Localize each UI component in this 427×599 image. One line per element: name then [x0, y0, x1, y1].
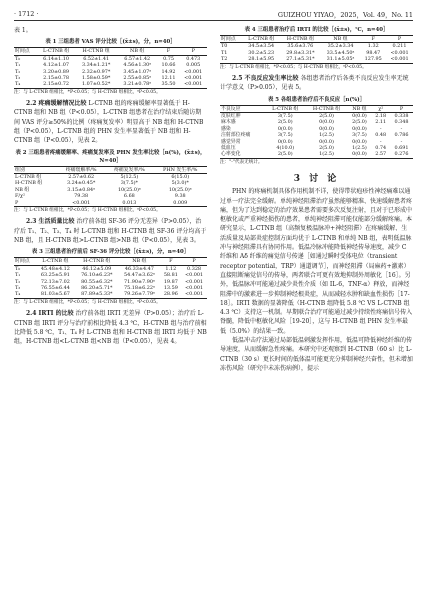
table-cell: 80.55±6.32*: [81, 278, 113, 285]
table-cell: 1(2.5): [319, 132, 334, 139]
table-cell: 35.6±3.76: [287, 43, 314, 50]
table-cell: 58.81: [163, 272, 178, 279]
table-cell: 感染: [221, 125, 231, 132]
table-cell: 2(5.0): [319, 145, 334, 152]
table-cell: 6.57±1.42: [124, 55, 151, 62]
table-cell: 6(15.0): [171, 174, 190, 181]
table-cell: F/χ²: [15, 193, 25, 200]
table-cell: <0.001: [184, 74, 203, 81]
table-cell: 1.58±0.59*: [81, 74, 111, 81]
discussion-paragraph-1: PHN 的疼痛机制具体作用机制不详，使得带状疱疹性神经痛难以通过单一疗法完全缓解。单纯神经阻滞治疗虽然能够精准、快速缓解患者疼痛，但为了达到稳定的治疗效果患者需要多次反复注射，且对于已形成中枢敏化或严重神经损伤的患者，单纯神经阻滞可能仅能部分缓解疼痛。本研究显示，L-CTNB 组（高频复极温脉冲+神经阻滞）在疼痛缓解、生活质量及局部炎症控制方面均优于 L-CTNB 和单纯 NB 组，表明低温脉冲与神经阻滞具有协同作用。低温冷脉冲能降低神经传导速度，减少 C 纤维和 Aδ 纤维的痛觉信号传递［如通过瞬时受体电位（transient receptor potential，TRP）通道调节］，而神经阻滞（局麻药+激素）直接阻断痛觉信号的传导，两者联合可更有效地抑制外周敏化［16］。另外，低温脉冲可能通过减少炎性介质（如 IL-6，TNF-α）释放，而神经阻滞中的激素进一步抑制神经根炎症，从而减轻水肿和缺血性损伤［17-18］。IRTI 数据的显著降低（H-CTNB 组降低 5.8 ℃ VS L-CTNB 组 4.3 ℃）支持这一机制。早期联合治疗可能通过减少持续性疼痛信号传入脊髓，降低中枢敏化风险［19-20］，这与 H-CTNB 组 PHN 发生率最低（5.0%）的结果一致。: [220, 188, 413, 335]
table-cell: 19.87: [163, 278, 178, 285]
right-column: [220, 26, 413, 373]
table-cell: 3(7.5): [277, 132, 293, 139]
column-header: H-CTNB 组: [83, 258, 111, 265]
table-cell: 0(0.0): [277, 125, 293, 132]
table-cell: 3.21±0.78ᵃ: [123, 81, 152, 88]
table-cell: 6.52±1.41: [83, 55, 110, 62]
table-cell: 3.45±1.07ᵃ: [123, 68, 152, 75]
table-cell: 71.90±7.90ᵃ: [123, 278, 155, 285]
table-cell: 0.348: [394, 119, 409, 126]
table-cell: 2.11: [375, 119, 387, 126]
section-2-3-text: 治疗前各组 SF-36 评分无差异（P>0.05），治疗后 T₁、T₂、T₃、T₄ 时 L-CTNB 组和 H-CTNB 组 SF-36 评分均高于 NB 组，且 H-CTNB 组>L-CTNB 组>NB 组（P<0.05），见表 3。: [14, 218, 207, 245]
column-header: PHN 发生率/%: [163, 166, 198, 173]
table-cell: 0(0.0): [352, 151, 367, 158]
table-row: [220, 56, 413, 63]
table1: [14, 47, 207, 88]
table-cell: 12.11: [161, 74, 176, 81]
column-header: P: [399, 105, 404, 112]
table-cell: 30.2±5.23: [248, 49, 275, 56]
table-cell: 28.1±5.95: [248, 56, 275, 63]
table-cell: <0.001: [184, 81, 203, 88]
table-cell: T₀: [15, 55, 21, 62]
table-cell: 98.47: [366, 49, 381, 56]
table-row: [220, 43, 413, 50]
section-2-5: [220, 74, 413, 93]
table-cell: 29.8±3.31*: [286, 49, 315, 56]
table-cell: T₁: [15, 272, 21, 279]
table5-note: 注："-"代表无统计。: [220, 159, 263, 165]
table-cell: 2(5.0): [277, 119, 293, 126]
running-header: [14, 10, 413, 21]
table-cell: T2: [221, 56, 228, 63]
table-row: [14, 81, 207, 88]
column-header: L-CTNB 组: [272, 105, 299, 112]
table-cell: 46.12±5.09: [82, 265, 112, 272]
table-cell: 2.18: [375, 113, 387, 120]
section-2-2-title: 2.2 疼痛缓解情况比较: [26, 100, 87, 108]
table-cell: 0(0.0): [352, 113, 367, 120]
table4-note: 注：与 L-CTNB 组相比，*P<0.05；与 H-CTNB 组相比，ᵃP<0.05。: [220, 64, 367, 70]
table-cell: 4.56±1.30ᵃ: [123, 62, 152, 69]
table-cell: 72.13±7.02: [40, 278, 70, 285]
table-cell: 45.48±4.12: [40, 265, 70, 272]
table-cell: 2.57±0.62: [68, 174, 95, 181]
table-cell: <0.001: [185, 291, 204, 298]
section-2-3-title: 2.3 生活质量比较: [26, 218, 75, 226]
table-cell: 6.14±1.10: [43, 55, 70, 62]
table-header-row: [220, 36, 413, 43]
section-2-4-text: 治疗前各组 IRTI 无差异（P>0.05）；治疗后 L-CTNB 组 IRTI 评分与治疗前相比降低 4.3 ℃，H-CTNB 组与治疗前相比降低 5.8 ℃，T₁、T₄ 时 L-CTNB 组和 H-CTNB 组 IRTI 均低于 NB 组，H-CTNB 组<L-CTNB 组<NB 组（P<0.05），见表 4。: [14, 310, 207, 346]
table-cell: 0.75: [163, 55, 174, 62]
column-header: 疼痛复发率/%: [113, 166, 145, 173]
table-cell: 低血压: [221, 145, 236, 152]
table1-note: 注：与 L-CTNB 组相比，*P<0.05；与 H-CTNB 组相比，ᵃP<0.05。: [14, 89, 161, 95]
table-cell: 0.691: [394, 145, 409, 152]
table-cell: <0.001: [185, 272, 204, 279]
table-cell: 14.92: [161, 68, 176, 75]
table-cell: 33.5±4.50ᵃ: [326, 49, 355, 56]
table-cell: 3.20±0.89: [43, 68, 70, 75]
intro-line: 表 1。: [14, 27, 32, 34]
table-cell: T0: [221, 43, 228, 50]
table-cell: 3(7.5)*: [120, 180, 138, 187]
table-cell: L-CTNB 组: [15, 174, 42, 181]
table-cell: 3(7.5): [277, 113, 293, 120]
table-row: [220, 113, 413, 120]
table-header-row: [220, 105, 413, 112]
table-cell: 0.48: [375, 132, 387, 139]
table-cell: <0.001: [184, 68, 203, 75]
table-cell: 2.15±0.78: [43, 74, 70, 81]
table-header-row: [14, 166, 207, 173]
table-cell: NB 组: [15, 186, 30, 193]
section-2-3: [14, 217, 207, 245]
table-cell: <0.001: [390, 49, 409, 56]
table-cell: T₄: [15, 291, 21, 298]
table-cell: T₃: [15, 74, 21, 81]
table5-caption: 表 5 各组患者治疗后不良反应［n(%)］: [267, 96, 366, 103]
table-cell: 0(0.0): [352, 138, 367, 145]
table-cell: <0.001: [72, 199, 91, 206]
table-cell: 0(0.0): [319, 125, 334, 132]
table-cell: 2.55±0.85ᵃ: [123, 74, 152, 81]
table-cell: 心率变化: [221, 151, 241, 158]
table-cell: 0(0.0): [352, 125, 367, 132]
table4-caption: 表 4 三组患者治疗后 IRTI 的比较［(x̄±s)，℃，n=40］: [244, 27, 389, 33]
column-header: P: [191, 48, 195, 55]
table-cell: 0(0.0): [277, 138, 293, 145]
table-cell: 1.12: [165, 265, 177, 272]
table-cell: 35.2±3.34: [327, 43, 354, 50]
table-cell: 31.1±5.05ᵃ: [326, 56, 355, 63]
table-cell: T₀: [15, 265, 21, 272]
table-cell: 皮肤红肿: [221, 113, 241, 120]
table-cell: 4(10.0): [276, 145, 295, 152]
section-2-2-text: L-CTNB 组的疼痛缓解率显著低于 H-CTNB 组和 NB 组（P<0.05），L-CTNB 组患者在治疗结束后随访期间 VAS 评分≥50%的比例（疼痛复发率）明显高于 NB 组和 H-CTNB 组（P<0.05），L-CTNB 组的 PHN 发生率显著低于 NB 组和 H-CTNB 组（P<0.05），见表 2。: [14, 100, 204, 145]
table-cell: 3.15±0.84ᵃ: [67, 186, 96, 193]
column-header: 组别: [15, 166, 25, 173]
column-header: NB 组: [333, 36, 348, 42]
table-cell: 注射部位疼痛: [221, 132, 251, 139]
table-cell: <0.001: [185, 284, 204, 291]
column-header: 不良反应: [221, 105, 241, 112]
table-cell: 35.50: [161, 81, 176, 88]
column-header: NB 组: [132, 258, 147, 265]
table-cell: -: [400, 125, 403, 132]
table-cell: T₂: [15, 68, 21, 75]
column-header: 时间点: [221, 36, 236, 42]
table-header-row: [14, 258, 207, 265]
table-cell: 3.24±0.45*: [66, 180, 96, 187]
table-cell: 79.38: [74, 193, 89, 200]
table2-caption: 表 2 三组患者疼痛缓解率、疼痛复发率及 PHN 发生率比较［n(%)，(x̄±s)，N=40］: [15, 149, 206, 164]
column-header: P: [397, 36, 402, 42]
column-header: H-CTNB 组: [286, 36, 314, 42]
column-header: 时间点: [15, 258, 30, 265]
table-cell: 76.55±6.44: [40, 284, 70, 291]
column-header: F: [166, 48, 171, 55]
table-cell: 3.34±1.21*: [81, 62, 111, 69]
table-cell: 46.33±4.47: [124, 265, 154, 272]
table-cell: 0.009: [173, 199, 188, 206]
table-cell: <0.001: [390, 56, 409, 63]
table-cell: 0(0.0): [319, 138, 334, 145]
table-cell: 0.211: [392, 43, 407, 50]
table-cell: T₂: [15, 278, 21, 285]
column-header: 时间点: [15, 48, 30, 55]
section-2-5-title: 2.5 不良反应发生率比较: [232, 75, 299, 83]
section-3-heading: 3 讨 论: [293, 174, 340, 185]
table-cell: <0.001: [185, 278, 204, 285]
table-cell: 2(5.0): [277, 151, 293, 158]
table-cell: 10(25.0)ᵃ: [168, 186, 192, 193]
table-cell: 81.03±5.67: [40, 291, 70, 298]
table-row: [14, 265, 207, 272]
table-cell: 0.005: [186, 62, 201, 69]
table-cell: 63.25±5.91: [40, 272, 70, 279]
column-header: NB 组: [352, 105, 367, 112]
section-2-5-text: 各组患者治疗后各类不良反应发生率无统计学意义（P>0.05），见表 5。: [220, 75, 409, 92]
table4: [220, 35, 413, 64]
column-header: L-CTNB 组: [42, 258, 69, 265]
table-cell: 0.276: [394, 151, 409, 158]
column-header: H-CTNB 组: [312, 105, 341, 112]
table-cell: H-CTNB 组: [15, 180, 43, 187]
table2: [14, 166, 207, 207]
table-cell: 0.338: [394, 113, 409, 120]
table-cell: 0.786: [394, 132, 409, 139]
section-2-4: [14, 309, 207, 346]
table-cell: 1.07±0.52*: [81, 81, 111, 88]
table-cell: -: [400, 138, 403, 145]
column-header: 疼痛缓解率/%: [65, 166, 97, 173]
table-cell: 0.74: [375, 145, 387, 152]
table-cell: 79.26±7.79ᵃ: [123, 291, 155, 298]
table-cell: 87.89±5.33*: [81, 291, 113, 298]
discussion-paragraph-2: 低温冲击疗法通过局部低温刺激发挥作用，低温可降低神经纤维的传导速度，从而缓解急性疼痛。本研究中还观察到 H-CTNB（60 s）比 L-CTNB（30 s）更长时间的低体温可能更充分抑制神经兴奋性，但未增加冻伤风险（研究中未冻伤病例），提示: [220, 337, 413, 372]
table2-note: 注：与 L-CTNB 组相比，*P<0.05；与 H-CTNB 组相比，ᵃP<0.05。: [14, 208, 161, 214]
table-cell: 0.473: [186, 55, 201, 62]
table3: [14, 257, 207, 298]
table-cell: 2(5.0): [352, 119, 367, 126]
column-header: H-CTNB 组: [82, 48, 110, 55]
table-cell: P: [15, 199, 19, 206]
table-cell: -: [379, 138, 382, 145]
table3-note: 注：与 L-CTNB 组相比，*P<0.05；与 H-CTNB 组相比，ᵃP<0.05。: [14, 299, 161, 305]
left-column: [14, 26, 207, 346]
column-header: F: [371, 36, 375, 42]
column-header: P: [192, 258, 196, 265]
column-header: L-CTNB 组: [42, 48, 70, 55]
table-cell: 34.5±3.54: [248, 43, 275, 50]
table-cell: 6.68: [123, 193, 135, 200]
table-cell: -: [379, 125, 382, 132]
table-cell: 感觉异常: [221, 138, 241, 145]
table-cell: 1(2.5): [352, 145, 367, 152]
table-cell: T₄: [15, 81, 21, 88]
table-cell: 28.96: [163, 291, 178, 298]
table-row: [14, 55, 207, 62]
section-2-2: [14, 99, 207, 145]
table-row: [220, 151, 413, 158]
table-cell: 2.57: [375, 151, 387, 158]
section-2-4-title: 2.4 IRTI 的比较: [26, 310, 74, 318]
table-cell: 9.38: [174, 193, 186, 200]
column-header: NB 组: [130, 48, 145, 55]
table-cell: 1.32: [367, 43, 379, 50]
table-cell: T₁: [15, 62, 21, 69]
table-cell: 27.1±5.31*: [286, 56, 315, 63]
table-cell: 0.328: [187, 265, 202, 272]
table-row: [14, 291, 207, 298]
column-header: χ²: [378, 105, 384, 112]
journal-info: GUIZHOU YIYAO，2025，Vol. 49，No. 11: [277, 11, 413, 19]
table5: [220, 105, 413, 159]
table-cell: 13.59: [163, 284, 178, 291]
page-number: · 1712 ·: [14, 10, 39, 18]
table-row: [14, 200, 207, 207]
table-cell: 麻木感: [221, 119, 236, 126]
table-cell: 127.95: [364, 56, 382, 63]
table-cell: 2.32±0.97*: [81, 68, 111, 75]
table-cell: 10.66: [161, 62, 176, 69]
table-cell: 0(0.0): [319, 119, 334, 126]
table-cell: T₃: [15, 284, 21, 291]
column-header: F: [169, 258, 173, 265]
table-cell: 1(2.5): [319, 151, 334, 158]
table-cell: 0.013: [122, 199, 137, 206]
table-cell: 54.47±3.62ᵃ: [123, 272, 155, 279]
table-header-row: [14, 48, 207, 55]
table-cell: 10(25.0)ᵃ: [117, 186, 141, 193]
table-cell: 2.15±0.72: [43, 81, 70, 88]
table-cell: 3(7.5): [352, 132, 367, 139]
table-cell: 5(12.5): [120, 174, 139, 181]
table-cell: 76.10±6.23*: [81, 272, 113, 279]
table1-caption: 表 1 三组患者 VAS 评分比较［(x̄±s)，分，n=40］: [45, 39, 176, 46]
table3-caption: 表 3 三组患者治疗前后 SF-36 评分比较［(x̄±s)，分，n=40］: [31, 249, 190, 256]
table-cell: 86.20±5.71*: [81, 284, 113, 291]
table-cell: 4.12±1.07: [43, 62, 70, 69]
table-cell: 75.18±6.22ᵃ: [123, 284, 155, 291]
table-cell: 2(5.0): [319, 113, 334, 120]
column-header: L-CTNB 组: [248, 36, 275, 42]
table-cell: 5(3.0)*: [171, 180, 189, 187]
table-cell: T1: [221, 49, 228, 56]
